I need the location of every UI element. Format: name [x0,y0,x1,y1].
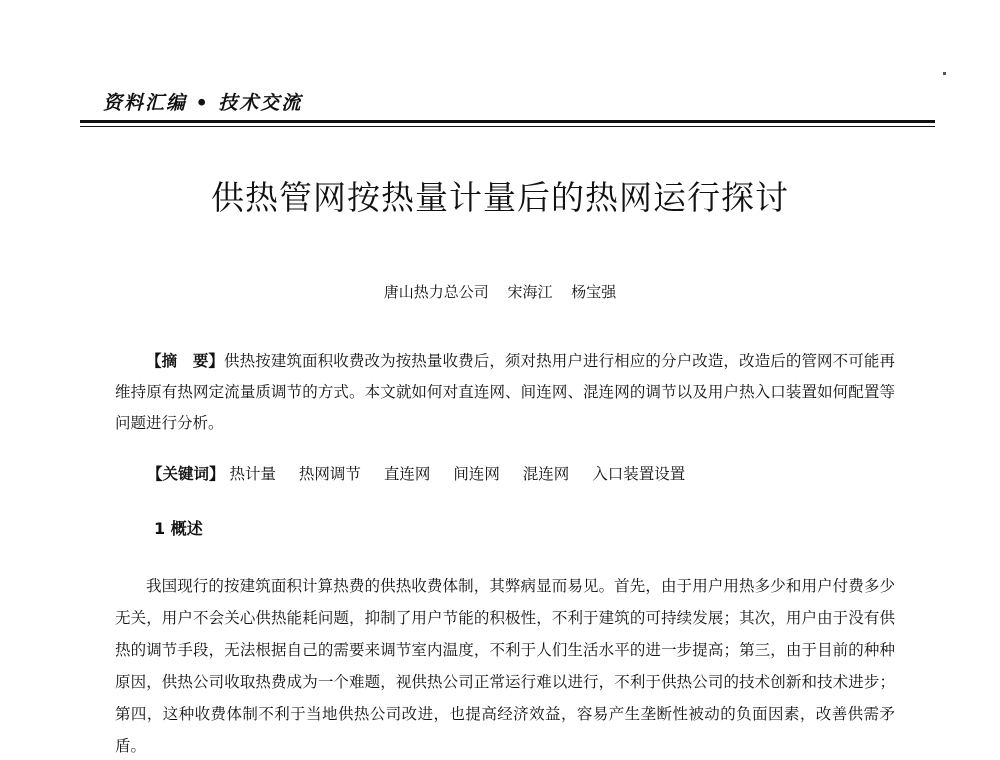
keyword: 混连网 [522,465,570,483]
keyword: 直连网 [383,465,431,483]
author-name: 宋海江 [507,283,553,301]
affiliation: 唐山热力总公司 [383,283,489,301]
keyword: 热网调节 [298,465,361,483]
body-paragraph: 我国现行的按建筑面积计算热费的供热收费体制，其弊病显而易见。首先，由于用户用热多少和用户付费多少无关，用户不会关心供热能耗问题，抑制了用户节能的积极性，不利于建筑的可持续发展；其次，用户由于没有供热的调节手段，无法根据自己的需要来调节室内温度，不利于人们生活水平的进一步提高；第三，由于目前的种种原因，供热公司收取热费成为一个难题，视供热公司正常运行难以进行，不利于供热公司的技术创新和技术进步；第四，这种收费体制不利于当地供热公司改进，也提高经济效益，容易产生垄断性被动的负面因素，改善供需矛盾。 [115,577,895,755]
author-name: 杨宝强 [571,283,617,301]
scan-mark [943,72,946,75]
abstract-text: 供热按建筑面积收费改为按热量收费后，须对热用户进行相应的分户改造，改造后的管网不可能再维持原有热网定流量质调节的方式。本文就如何对直连网、间连网、混连网的调节以及用户热入口装置如何配置等问题进行分析。 [115,352,895,432]
header-rule-thin [80,126,935,127]
author-line [0,281,1000,302]
section-heading: 1 概述 [154,519,203,538]
keywords-label: 【关键词】 [147,465,225,483]
keywords-line [147,462,703,484]
abstract-paragraph [115,346,895,439]
keyword: 热计量 [229,465,276,483]
running-header: 资料汇编 • 技术交流 [103,92,303,114]
keyword: 入口装置设置 [592,465,686,483]
header-rule-thick [80,120,935,123]
abstract-label: 【摘 要】 [146,352,225,370]
article-title: 供热管网按热量计量后的热网运行探讨 [211,178,789,217]
keyword: 间连网 [453,465,500,483]
